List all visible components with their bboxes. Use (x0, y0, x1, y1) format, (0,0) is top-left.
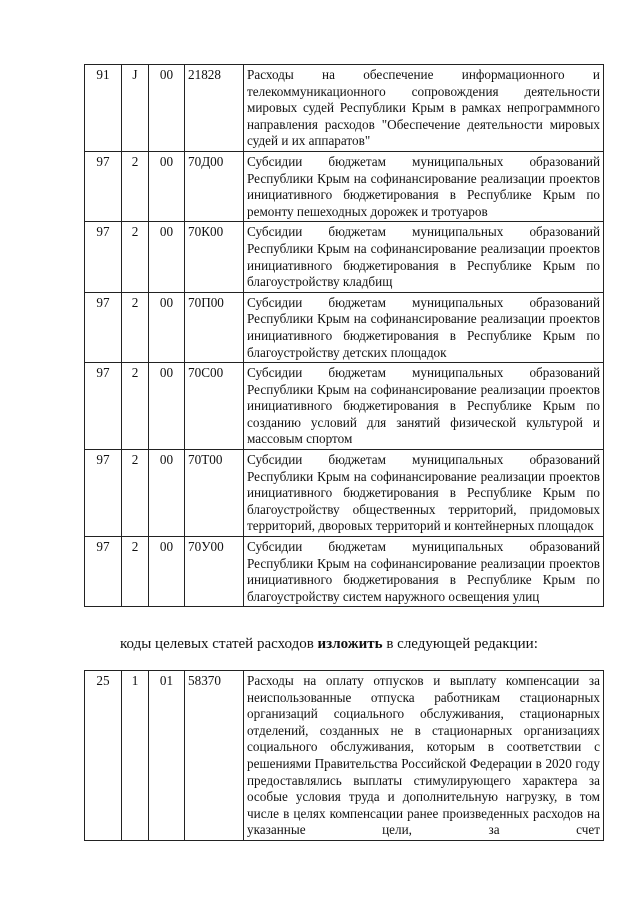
direction-code-cell: 70К00 (185, 222, 244, 292)
description-cell: Расходы на оплату отпусков и выплату компенсации за неиспользованные отпуска работникам стационарных организаций социального обслуживания, стационарных отделений, созданных не в стационарных организациях социального обслуживания, которым в соответствии с решениями Правительства Российской Федерации в 2020 году предоставлялись выплаты стимулирующего характера за особые условия труда и дополнительную нагрузку, в том числе в целях компенсации ранее произведенных расходов на указанные цели, за счет (244, 671, 604, 841)
subprogram-code-cell: 1 (122, 671, 149, 841)
direction-code-cell: 70Д00 (185, 151, 244, 221)
table-row (85, 222, 604, 292)
table-row (85, 151, 604, 221)
main-event-code-cell: 00 (149, 537, 185, 607)
program-code-cell: 97 (85, 450, 122, 537)
main-event-code-cell: 00 (149, 292, 185, 362)
direction-code-cell: 70Т00 (185, 450, 244, 537)
table-row (85, 671, 604, 841)
table-row (85, 537, 604, 607)
program-code-cell: 97 (85, 537, 122, 607)
subprogram-code-cell: 2 (122, 151, 149, 221)
program-code-cell: 91 (85, 65, 122, 152)
instruction-text-after: в следующей редакции: (382, 636, 538, 652)
subprogram-code-cell: 2 (122, 363, 149, 450)
instruction-paragraph (120, 635, 538, 653)
table-row (85, 292, 604, 362)
direction-code-cell: 70П00 (185, 292, 244, 362)
instruction-keyword: изложить (317, 636, 383, 652)
program-code-cell: 97 (85, 292, 122, 362)
direction-code-cell: 21828 (185, 65, 244, 152)
main-event-code-cell: 00 (149, 222, 185, 292)
program-code-cell: 97 (85, 151, 122, 221)
table-row (85, 65, 604, 152)
table-row (85, 450, 604, 537)
program-code-cell: 25 (85, 671, 122, 841)
subprogram-code-cell: 2 (122, 292, 149, 362)
table-row (85, 363, 604, 450)
direction-code-cell: 58370 (185, 671, 244, 841)
program-code-cell: 97 (85, 222, 122, 292)
main-event-code-cell: 00 (149, 363, 185, 450)
target-codes-table-body (85, 65, 604, 607)
subprogram-code-cell: 2 (122, 222, 149, 292)
target-codes-table-body (85, 671, 604, 841)
main-event-code-cell: 00 (149, 450, 185, 537)
subprogram-code-cell: 2 (122, 450, 149, 537)
direction-code-cell: 70С00 (185, 363, 244, 450)
description-cell: Субсидии бюджетам муниципальных образований Республики Крым на софинансирование реализации проектов инициативного бюджетирования в Республике Крым по созданию условий для занятий физической культурой и массовым спортом (244, 363, 604, 450)
description-cell: Субсидии бюджетам муниципальных образований Республики Крым на софинансирование реализации проектов инициативного бюджетирования в Республике Крым по благоустройству кладбищ (244, 222, 604, 292)
main-event-code-cell: 01 (149, 671, 185, 841)
program-code-cell: 97 (85, 363, 122, 450)
description-cell: Субсидии бюджетам муниципальных образований Республики Крым на софинансирование реализации проектов инициативного бюджетирования в Республике Крым по благоустройству детских площадок (244, 292, 604, 362)
direction-code-cell: 70У00 (185, 537, 244, 607)
page-bottom-margin (84, 858, 603, 904)
description-cell: Расходы на обеспечение информационного и телекоммуникационного сопровождения деятельности мировых судей Республики Крым в рамках непрограммного направления расходов "Обеспечение деятельности мировых судей и их аппаратов" (244, 65, 604, 152)
target-codes-table-new (84, 670, 604, 841)
main-event-code-cell: 00 (149, 151, 185, 221)
subprogram-code-cell: 2 (122, 537, 149, 607)
description-cell: Субсидии бюджетам муниципальных образований Республики Крым на софинансирование реализации проектов инициативного бюджетирования в Республике Крым по благоустройству систем наружного освещения улиц (244, 537, 604, 607)
description-cell: Субсидии бюджетам муниципальных образований Республики Крым на софинансирование реализации проектов инициативного бюджетирования в Республике Крым по благоустройству общественных территорий, придомовых территорий, дворовых территорий и контейнерных площадок (244, 450, 604, 537)
target-codes-table-old (84, 64, 604, 607)
main-event-code-cell: 00 (149, 65, 185, 152)
description-cell: Субсидии бюджетам муниципальных образований Республики Крым на софинансирование реализации проектов инициативного бюджетирования в Республике Крым по ремонту пешеходных дорожек и тротуаров (244, 151, 604, 221)
instruction-text-before: коды целевых статей расходов (120, 636, 318, 652)
subprogram-code-cell: J (122, 65, 149, 152)
